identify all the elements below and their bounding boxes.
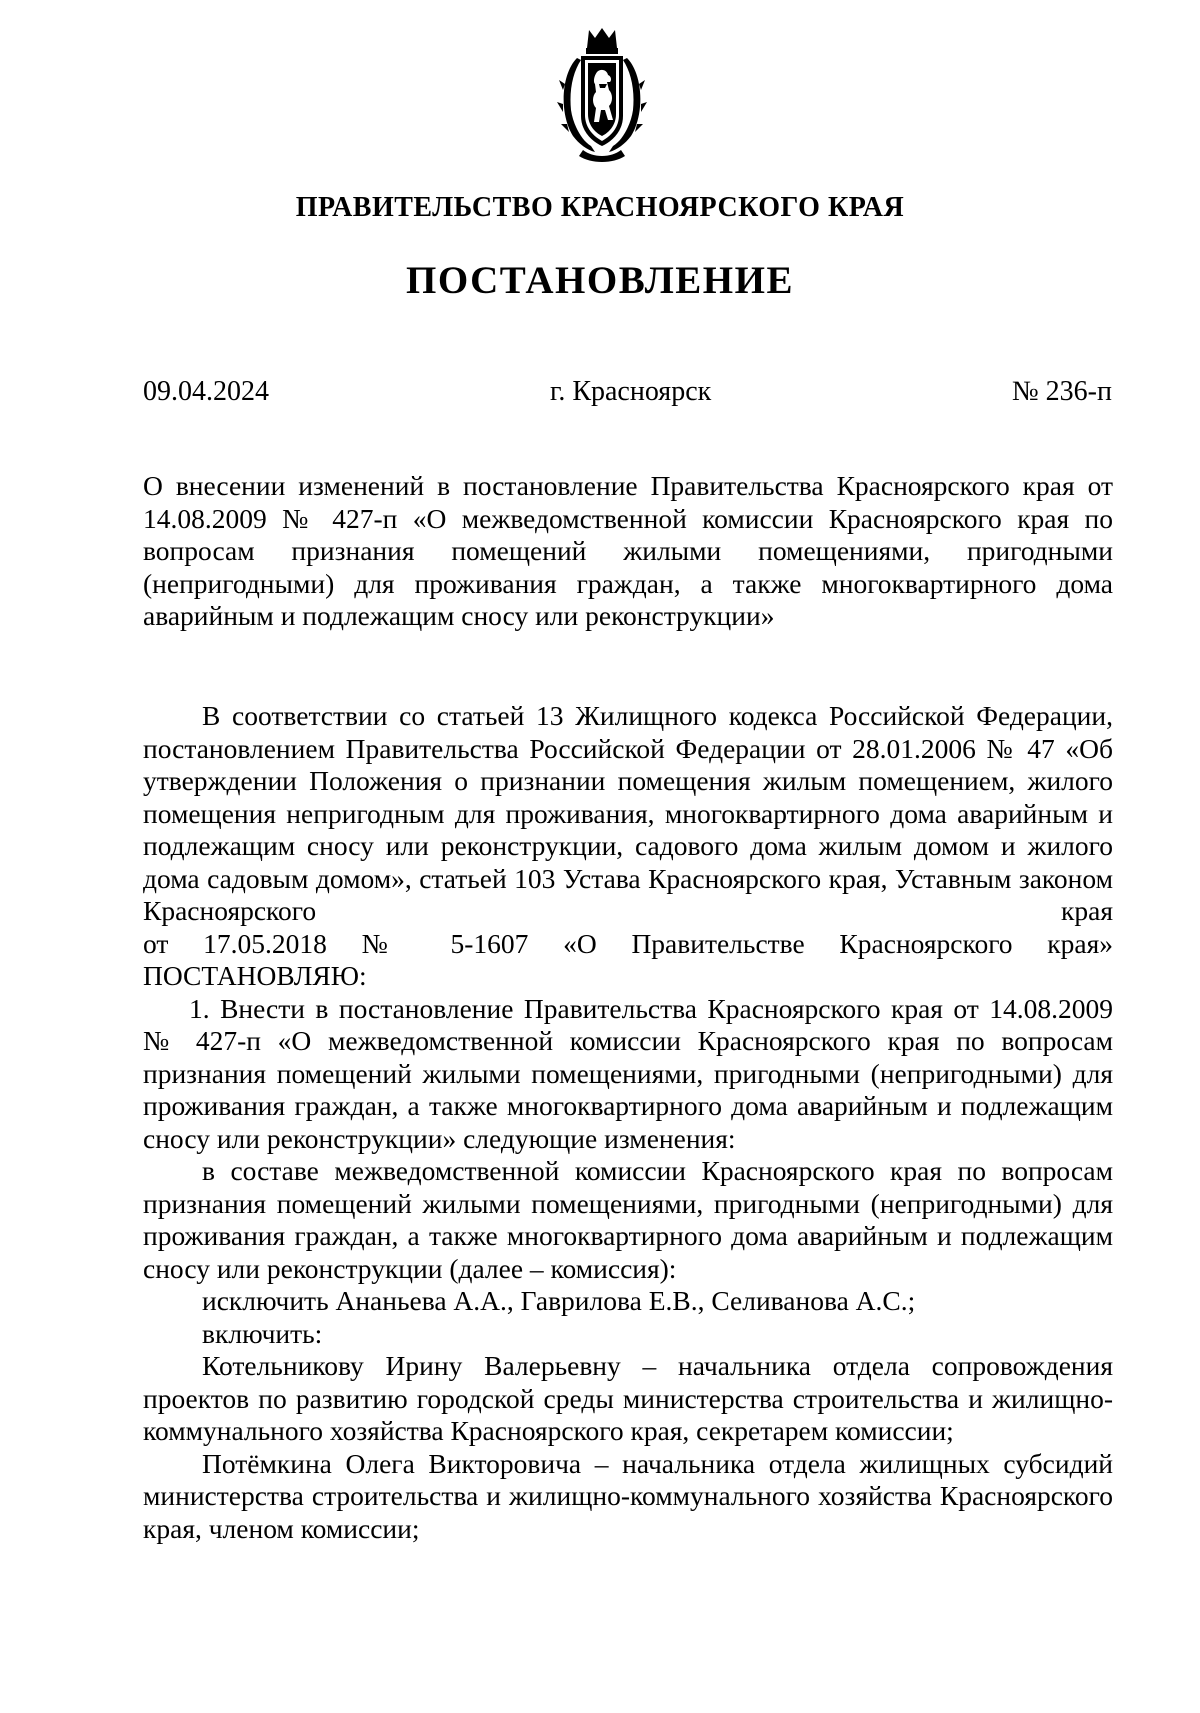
document-date: 09.04.2024 — [143, 376, 269, 407]
subject-text: О внесении изменений в постановление Правительства Красноярского края от 14.08.2009 № 427-п «О межведомственной комиссии Красноярского края по вопросам признания помещений жилыми помещениями, пригодными (непригодными) для проживания граждан, а также многоквартирного дома аварийным и подлежащим сносу или реконструкции» — [143, 470, 1113, 631]
include-paragraph: включить: — [202, 1317, 323, 1349]
member-kotelnikova-paragraph: Котельникову Ирину Валерьевну – начальника отдела сопровождения проектов по развитию городской среды министерства строительства и жилищно-коммунального хозяйства Красноярского края, секретарем комиссии; — [143, 1350, 1113, 1446]
document-number: № 236-п — [1011, 376, 1112, 407]
document-subject — [143, 470, 1113, 633]
government-title: ПРАВИТЕЛЬСТВО КРАСНОЯРСКОГО КРАЯ — [295, 192, 905, 223]
krasnoyarsk-coat-of-arms-icon — [555, 24, 649, 164]
composition-paragraph: в составе межведомственной комиссии Красноярского края по вопросам признания помещений жилыми помещениями, пригодными (непригодными) для проживания граждан, а также многоквартирного дома аварийным и подлежащим сносу или реконструкции (далее – комиссия): — [143, 1155, 1113, 1284]
item-1-paragraph: 1. Внести в постановление Правительства Красноярского края от 14.08.2009 № 427-п «О межведомственной комиссии Красноярского края по вопросам признания помещений жилыми помещениями, пригодными (непригодными) для проживания граждан, а также многоквартирного дома аварийным и подлежащим сносу или реконструкции» следующие изменения: — [143, 992, 1113, 1154]
document-type-title: ПОСТАНОВЛЕНИЕ — [405, 259, 794, 302]
decree-word: ПОСТАНОВЛЯЮ: — [143, 960, 367, 991]
document-city: г. Красноярск — [550, 376, 712, 407]
document-body — [143, 700, 1113, 1545]
exclude-paragraph: исключить Ананьева А.А., Гаврилова Е.В., Селиванова А.С.; — [202, 1285, 916, 1316]
preamble-paragraph: В соответствии со статьей 13 Жилищного кодекса Российской Федерации, постановлением Правительства Российской Федерации от 28.01.2006 № 47 «Об утверждении Положения о признании помещения жилым помещением, жилого помещения непригодным для проживания, многоквартирного дома аварийным и подлежащим сносу или реконструкции, садового дома жилым домом и жилого дома садовым домом», статьей 103 Устава Красноярского края, Уставным законом Красноярского края — [143, 700, 1113, 926]
member-potemkin-paragraph: Потёмкина Олега Викторовича – начальника отдела жилищных субсидий министерства строительства и жилищно-коммунального хозяйства Красноярского края, членом комиссии; — [143, 1447, 1113, 1544]
preamble-tail-line: от 17.05.2018 № 5-1607 «О Правительстве Красноярского края» — [143, 927, 1113, 959]
